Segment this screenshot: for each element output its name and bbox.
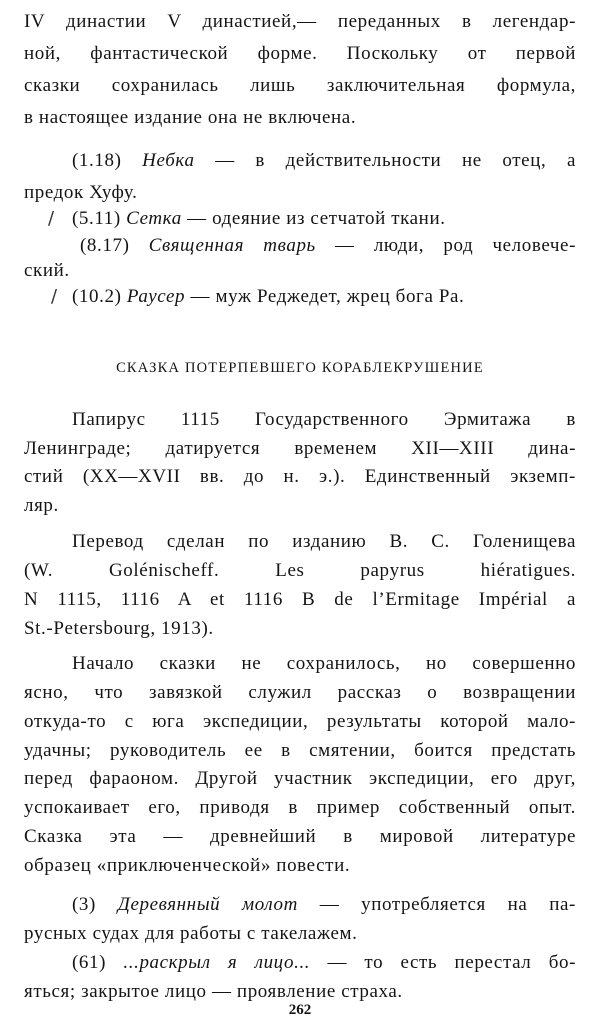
page-number: 262 xyxy=(288,1002,312,1018)
note-item xyxy=(24,951,576,975)
text-line: N 1115, 1116 A et 1116 B de l’Ermitage Impérial a xyxy=(24,589,576,610)
note-text: — одеяние из сетчатой ткани. xyxy=(181,208,446,229)
text-line: удачны; руководитель ее в смятении, боится предстать xyxy=(24,740,576,761)
note-continuation: русных судах для работы с такелажем. xyxy=(24,923,358,944)
text-line: IV династии V династией,— переданных в легендар- xyxy=(24,11,576,32)
text-line: Перевод сделан по изданию В. С. Голенищева xyxy=(72,531,576,552)
margin-mark: / xyxy=(48,208,55,229)
note-item xyxy=(24,285,576,309)
text-line: Ленинграде; датируется временем XII—XIII дина- xyxy=(24,438,576,459)
text-line: перед фараоном. Другой участник экспедиции, его друг, xyxy=(24,768,576,789)
note-term: Раусер xyxy=(126,286,186,307)
note-text: — муж Реджедет, жрец бога Ра. xyxy=(185,286,465,307)
note-continuation: яться; закрытое лицо — проявление страха. xyxy=(24,981,403,1002)
note-term: ...раскрыл я лицо... xyxy=(123,952,311,973)
text-line: сказки сохранилась лишь заключительная формула, xyxy=(24,75,576,96)
note-ref: (1.18) xyxy=(72,150,122,171)
note-term: Священная тварь xyxy=(148,235,316,256)
note-term: Небка xyxy=(142,150,195,171)
text-line: стий (XX—XVII вв. до н. э.). Единственный экземп- xyxy=(24,466,576,487)
note-continuation: ский. xyxy=(24,260,70,281)
text-line: Папирус 1115 Государственного Эрмитажа в xyxy=(72,409,576,430)
note-text: — то есть перестал бо- xyxy=(310,952,576,973)
text-line: St.-Petersbourg, 1913). xyxy=(24,618,214,639)
text-line: Сказка эта — древнейший в мировой литературе xyxy=(24,826,576,847)
text-line: успокаивает его, приводя в пример собственный опыт. xyxy=(24,797,576,818)
note-item xyxy=(24,893,576,917)
note-item xyxy=(24,149,576,173)
note-term: Деревянный молот xyxy=(117,894,298,915)
note-text: — употребляется на па- xyxy=(297,894,576,915)
text-line: ной, фантастической форме. Поскольку от первой xyxy=(24,43,576,64)
text-line: ляр. xyxy=(24,495,59,516)
note-ref: (61) xyxy=(72,952,107,973)
note-text: — в действительности не отец, а xyxy=(194,150,576,171)
note-continuation: предок Хуфу. xyxy=(24,182,138,203)
note-item xyxy=(24,207,576,231)
text-line: откуда-то с юга экспедиции, результаты которой мало- xyxy=(24,711,576,732)
note-ref: (5.11) xyxy=(72,208,121,229)
section-heading: СКАЗКА ПОТЕРПЕВШЕГО КОРАБЛЕКРУШЕНИЕ xyxy=(116,360,484,376)
text-line: Начало сказки не сохранилось, но совершенно xyxy=(72,653,576,674)
note-ref: (3) xyxy=(72,894,96,915)
text-line: образец «приключенческой» повести. xyxy=(24,855,351,876)
note-item xyxy=(24,234,576,258)
note-ref: (10.2) xyxy=(72,286,122,307)
note-ref: (8.17) xyxy=(80,235,130,256)
note-term: Сетка xyxy=(126,208,182,229)
note-text: — люди, род человече- xyxy=(315,235,576,256)
text-line: в настоящее издание она не включена. xyxy=(24,107,357,128)
margin-mark: / xyxy=(51,286,58,307)
text-line: ясно, что завязкой служил рассказ о возвращении xyxy=(24,682,576,703)
text-line: (W. Golénischeff. Les papyrus hiératigues. xyxy=(24,560,576,581)
